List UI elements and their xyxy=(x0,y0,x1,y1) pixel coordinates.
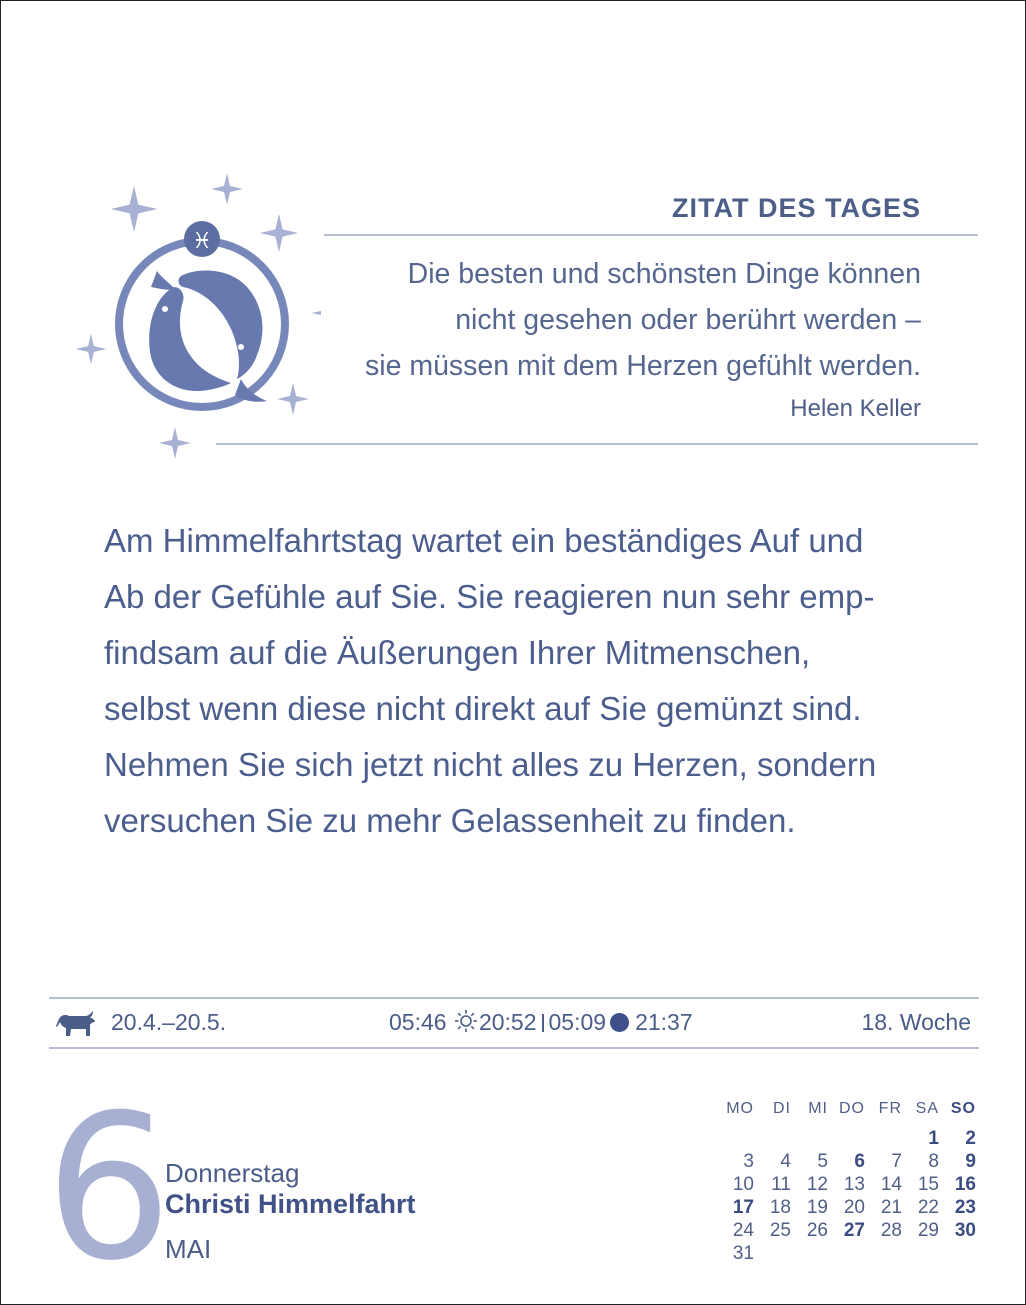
weekday-header: FR xyxy=(878,1100,902,1117)
horoscope-line: Nehmen Sie sich jetzt nicht alles zu Herzen, sondern xyxy=(104,746,877,783)
calendar-day: 6 xyxy=(854,1150,865,1172)
moon-icon xyxy=(610,1013,629,1032)
calendar-day: 10 xyxy=(732,1173,754,1195)
zodiac-emblem xyxy=(71,169,321,469)
weekday-header: MO xyxy=(726,1100,754,1117)
sunrise-time: 05:46 xyxy=(389,1009,447,1035)
calendar-day: 23 xyxy=(954,1196,976,1218)
moonrise-time: 05:09 xyxy=(548,1009,607,1035)
calendar-day xyxy=(791,1127,828,1150)
calendar-day: 29 xyxy=(917,1219,939,1241)
calendar-day: 9 xyxy=(965,1150,976,1172)
calendar-day: 26 xyxy=(806,1219,828,1241)
horoscope-line: Am Himmelfahrtstag wartet ein beständiges Auf und xyxy=(104,522,864,559)
calendar-day: 24 xyxy=(732,1219,754,1241)
horoscope-line: findsam auf die Äußerungen Ihrer Mitmenschen, xyxy=(104,634,811,671)
strip-top-rule xyxy=(49,997,979,999)
calendar-day: 16 xyxy=(954,1173,976,1195)
quote-heading: ZITAT DES TAGES xyxy=(672,193,921,223)
calendar-day: 13 xyxy=(843,1173,865,1195)
calendar-day: 5 xyxy=(817,1150,828,1172)
weekday-header: SO xyxy=(950,1100,976,1117)
calendar-day xyxy=(865,1242,902,1265)
weekday-header: SA xyxy=(915,1100,939,1117)
weekday-header: MI xyxy=(808,1100,828,1117)
calendar-day xyxy=(791,1242,828,1265)
calendar-day: 28 xyxy=(880,1219,902,1241)
horoscope-line: versuchen Sie zu mehr Gelassenheit zu finden. xyxy=(104,802,796,839)
month-name: MAI xyxy=(165,1234,212,1264)
weekday-name: Donnerstag xyxy=(165,1158,300,1188)
weekday-header: DI xyxy=(773,1100,791,1117)
horoscope-line: selbst wenn diese nicht direkt auf Sie gemünzt sind. xyxy=(104,690,862,727)
quote-bottom-rule xyxy=(216,443,978,445)
calendar-day xyxy=(717,1127,754,1150)
quote-line: nicht gesehen oder berührt werden – xyxy=(455,304,921,336)
calendar-day: 18 xyxy=(769,1196,791,1218)
horoscope-text xyxy=(104,513,964,849)
calendar-week-row xyxy=(717,1127,976,1150)
calendar-day: 4 xyxy=(780,1150,791,1172)
calendar-day: 7 xyxy=(891,1150,902,1172)
horoscope-line: Ab der Gefühle auf Sie. Sie reagieren nun sehr emp- xyxy=(104,578,875,615)
day-number: 6 xyxy=(45,1072,169,1305)
calendar-day: 17 xyxy=(732,1196,754,1218)
calendar-day xyxy=(754,1127,791,1150)
quote-line: Die besten und schönsten Dinge können xyxy=(407,258,921,290)
sun-moon-times xyxy=(389,1009,693,1036)
calendar-week-row xyxy=(717,1242,976,1265)
calendar-day: 11 xyxy=(771,1173,791,1195)
strip-bottom-rule xyxy=(49,1047,979,1049)
moonset-time: 21:37 xyxy=(635,1009,693,1035)
info-strip xyxy=(49,1003,977,1045)
separator xyxy=(542,1014,544,1032)
quote-author: Helen Keller xyxy=(790,395,921,422)
taurus-bull-icon xyxy=(55,1009,97,1037)
pisces-symbol: ♓ xyxy=(192,229,212,254)
calendar-week-row xyxy=(717,1173,976,1196)
pisces-fish-icon xyxy=(71,169,321,469)
calendar-day xyxy=(828,1242,865,1265)
month-grid xyxy=(717,1095,976,1265)
calendar-day: 3 xyxy=(743,1150,754,1172)
calendar-day: 1 xyxy=(928,1127,939,1149)
calendar-day xyxy=(902,1242,939,1265)
sun-icon xyxy=(454,1009,478,1033)
calendar-day: 15 xyxy=(917,1173,939,1195)
calendar-day: 19 xyxy=(806,1196,828,1218)
calendar-day: 8 xyxy=(928,1150,939,1172)
quote-line: sie müssen mit dem Herzen gefühlt werden. xyxy=(364,350,921,382)
calendar-day: 22 xyxy=(917,1196,939,1218)
weekday-header-row xyxy=(717,1095,976,1127)
calendar-day: 12 xyxy=(806,1173,828,1195)
calendar-day xyxy=(754,1242,791,1265)
week-number: 18. Woche xyxy=(861,1009,971,1035)
holiday-name: Christi Himmelfahrt xyxy=(165,1189,416,1219)
quote-top-rule xyxy=(324,234,978,236)
mini-calendar xyxy=(717,1095,976,1265)
weekday-header: DO xyxy=(839,1100,865,1117)
calendar-week-row xyxy=(717,1150,976,1173)
zodiac-date-range: 20.4.–20.5. xyxy=(111,1009,227,1035)
calendar-week-row xyxy=(717,1196,976,1219)
calendar-day: 30 xyxy=(954,1219,976,1241)
calendar-weeks xyxy=(717,1127,976,1265)
calendar-day: 25 xyxy=(769,1219,791,1241)
calendar-day: 27 xyxy=(843,1219,865,1241)
calendar-day: 31 xyxy=(732,1242,754,1264)
calendar-day: 14 xyxy=(880,1173,902,1195)
calendar-week-row xyxy=(717,1219,976,1242)
calendar-day: 21 xyxy=(880,1196,902,1218)
calendar-day xyxy=(828,1127,865,1150)
calendar-day: 2 xyxy=(965,1127,976,1149)
quote-text xyxy=(301,251,921,389)
calendar-day xyxy=(939,1242,976,1265)
calendar-day xyxy=(865,1127,902,1150)
sunset-time: 20:52 xyxy=(478,1009,537,1035)
calendar-day: 20 xyxy=(843,1196,865,1218)
